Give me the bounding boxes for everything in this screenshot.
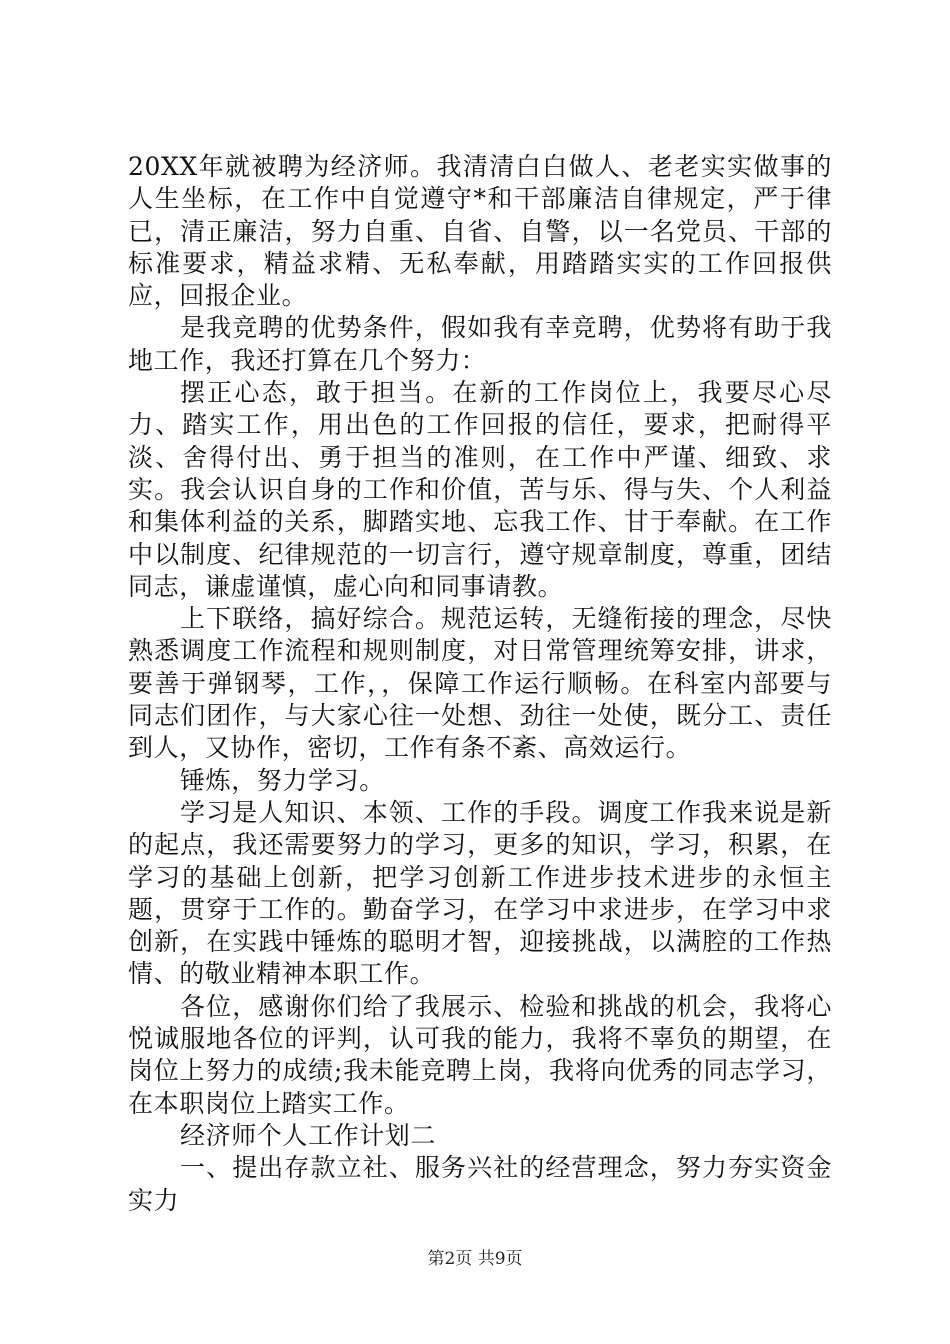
paragraph-6: 学习是人知识、本领、工作的手段。调度工作我来说是新的起点，我还需要努力的学习，更多的知识，学习，积累，在学习的基础上创新，把学习创新工作进步技术进步的永恒主题，贯穿于工作的。勤奋学习，在学习中求进步，在学习中求创新，在实践中锤炼的聪明才智，迎接挑战，以满腔的工作热情、的敬业精神本职工作。 [128, 797, 832, 989]
paragraph-3: 摆正心态，敢于担当。在新的工作岗位上，我要尽心尽力、踏实工作，用出色的工作回报的信任，要求，把耐得平淡、舍得付出、勇于担当的准则，在工作中严谨、细致、求实。我会认识自身的工作和价值，苦与乐、得与失、个人利益和集体利益的关系，脚踏实地、忘我工作、甘于奉献。在工作中以制度、纪律规范的一切言行，遵守规章制度，尊重，团结同志，谦虚谨慎，虚心向和同事请教。 [128, 378, 832, 601]
paragraph-9: 一、提出存款立社、服务兴社的经营理念，努力夯实资金实力 [128, 1153, 832, 1215]
document-body [128, 151, 832, 1217]
page-footer: 第2页 共9页 [427, 1249, 523, 1269]
paragraph-7: 各位，感谢你们给了我展示、检验和挑战的机会，我将心悦诚服地各位的评判，认可我的能力，我将不辜负的期望，在岗位上努力的成绩;我未能竞聘上岗，我将向优秀的同志学习，在本职岗位上踏实工作。 [128, 991, 832, 1118]
paragraph-2: 是我竞聘的优势条件，假如我有幸竞聘，优势将有助于我地工作，我还打算在几个努力： [128, 313, 832, 375]
section-heading: 经济师个人工作计划二 [180, 1120, 437, 1150]
paragraph-1: 20XX年就被聘为经济师。我清清白白做人、老老实实做事的人生坐标，在工作中自觉遵守*和干部廉洁自律规定，严于律已，清正廉洁，努力自重、自省、自警，以一名党员、干部的标准要求，精益求精、无私奉献，用踏踏实实的工作回报供应，回报企业。 [128, 152, 832, 311]
paragraph-5: 锤炼，努力学习。 [180, 765, 385, 795]
paragraph-4: 上下联络，搞好综合。规范运转，无缝衔接的理念，尽快熟悉调度工作流程和规则制度，对日常管理统筹安排，讲求，要善于弹钢琴，工作，，保障工作运行顺畅。在科室内部要与同志们团作，与大家心往一处想、劲往一处使，既分工、责任到人，又协作，密切，工作有条不紊、高效运行。 [128, 604, 832, 763]
